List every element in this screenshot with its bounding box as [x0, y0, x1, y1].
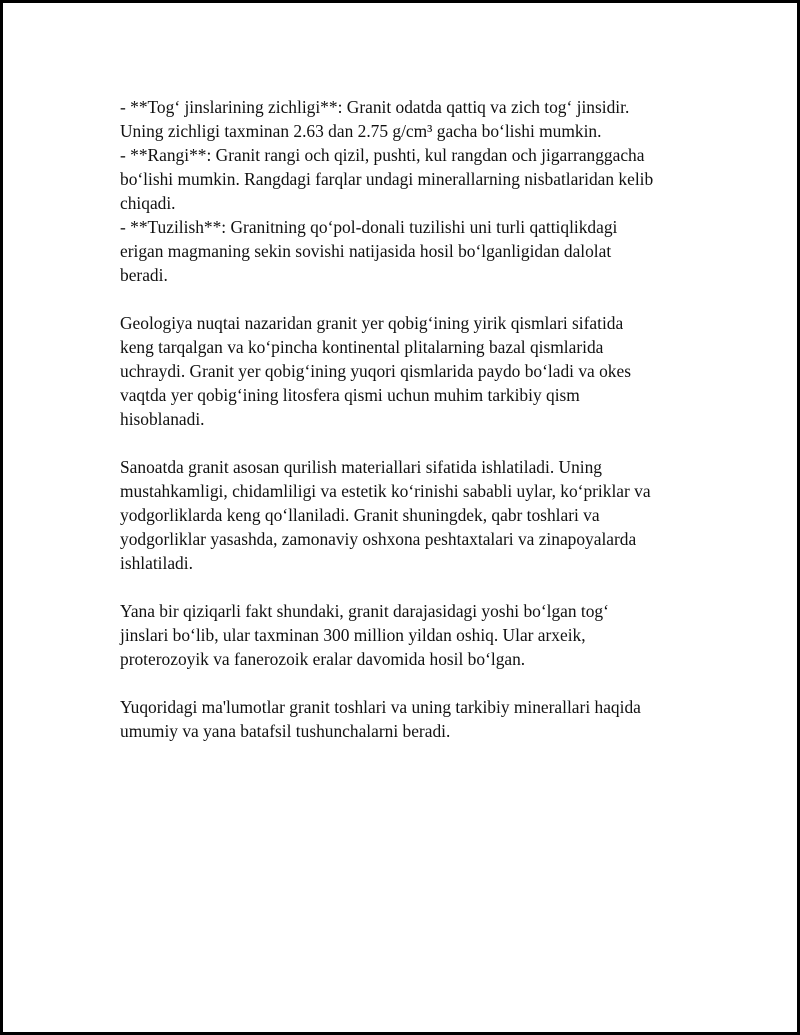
text-line: proterozoyik va fanerozoik eralar davomida hosil bo‘lgan.: [120, 649, 526, 669]
text-line: ishlatiladi.: [120, 553, 193, 573]
text-line: - **Tog‘ jinslarining zichligi**: Granit odatda qattiq va zich tog‘ jinsidir.: [120, 97, 630, 117]
text-line: beradi.: [120, 265, 168, 285]
paragraph-industry: [120, 455, 700, 575]
text-line: Geologiya nuqtai nazaridan granit yer qobig‘ining yirik qismlari sifatida: [120, 313, 624, 333]
text-line: - **Rangi**: Granit rangi och qizil, pushti, kul rangdan och jigarranggacha: [120, 145, 645, 165]
document-body: [120, 95, 700, 767]
text-line: umumiy va yana batafsil tushunchalarni beradi.: [120, 721, 451, 741]
text-line: hisoblanadi.: [120, 409, 205, 429]
text-line: uchraydi. Granit yer qobig‘ining yuqori qismlarida paydo bo‘ladi va okes: [120, 361, 631, 381]
text-line: keng tarqalgan va ko‘pincha kontinental plitalarning bazal qismlarida: [120, 337, 604, 357]
paragraph-fact: [120, 599, 700, 671]
text-line: mustahkamligi, chidamliligi va estetik ko‘rinishi sababli uylar, ko‘priklar va: [120, 481, 651, 501]
text-line: Sanoatda granit asosan qurilish materiallari sifatida ishlatiladi. Uning: [120, 457, 602, 477]
text-line: chiqadi.: [120, 193, 176, 213]
paragraph-properties-list: [120, 95, 700, 287]
text-line: Uning zichligi taxminan 2.63 dan 2.75 g/cm³ gacha bo‘lishi mumkin.: [120, 121, 602, 141]
text-line: vaqtda yer qobig‘ining litosfera qismi uchun muhim tarkibiy qism: [120, 385, 580, 405]
paragraph-summary: [120, 695, 700, 743]
paragraph-geology: [120, 311, 700, 431]
text-line: yodgorliklarda keng qo‘llaniladi. Granit shuningdek, qabr toshlari va: [120, 505, 600, 525]
text-line: Yuqoridagi ma'lumotlar granit toshlari va uning tarkibiy minerallari haqida: [120, 697, 641, 717]
text-line: yodgorliklar yasashda, zamonaviy oshxona peshtaxtalari va zinapoyalarda: [120, 529, 637, 549]
text-line: - **Tuzilish**: Granitning qo‘pol-donali tuzilishi uni turli qattiqlikdagi: [120, 217, 618, 237]
text-line: jinslari bo‘lib, ular taxminan 300 million yildan oshiq. Ular arxeik,: [120, 625, 586, 645]
text-line: Yana bir qiziqarli fakt shundaki, granit darajasidagi yoshi bo‘lgan tog‘: [120, 601, 609, 621]
text-line: bo‘lishi mumkin. Rangdagi farqlar undagi minerallarning nisbatlaridan kelib: [120, 169, 654, 189]
text-line: erigan magmaning sekin sovishi natijasida hosil bo‘lganligidan dalolat: [120, 241, 612, 261]
